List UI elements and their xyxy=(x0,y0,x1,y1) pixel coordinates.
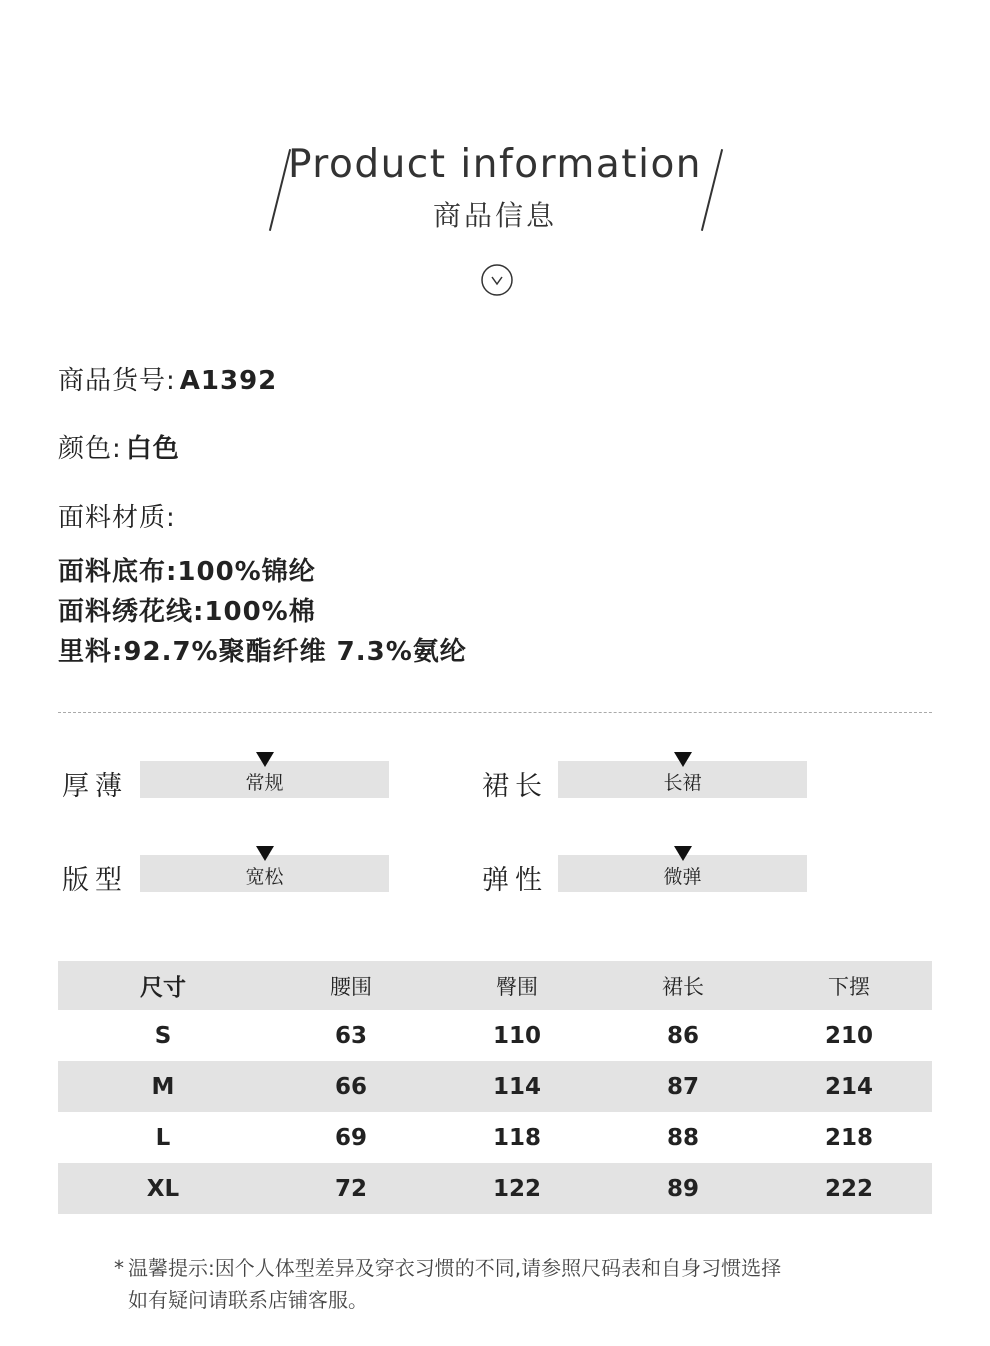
attr-fit-marker-icon xyxy=(256,846,274,861)
table-cell: 210 xyxy=(824,1022,873,1049)
dashed-divider xyxy=(58,712,932,713)
size-note xyxy=(114,1252,914,1316)
table-cell: 214 xyxy=(766,1061,932,1112)
table-cell: 110 xyxy=(492,1022,541,1049)
attr-elasticity-marker-icon xyxy=(674,846,692,861)
table-row xyxy=(58,1010,932,1061)
header-waist: 腰围 xyxy=(268,961,434,1010)
note-line-1: 温馨提示:因个人体型差异及穿衣习惯的不同,请参照尺码表和自身习惯选择 xyxy=(128,1256,782,1280)
header-size: 尺寸 xyxy=(58,961,268,1010)
material-base-fabric: 面料底布:100%锦纶 xyxy=(58,557,316,587)
table-cell: 114 xyxy=(434,1061,600,1112)
table-row xyxy=(58,1112,932,1163)
attr-thickness-marker-icon xyxy=(256,752,274,767)
attr-fit-label: 版型 xyxy=(62,865,128,896)
table-cell: 72 xyxy=(268,1163,434,1214)
table-cell: M xyxy=(58,1061,268,1112)
table-cell: 87 xyxy=(600,1061,766,1112)
note-line-2: 如有疑问请联系店铺客服。 xyxy=(128,1288,368,1312)
material-label: 面料材质: xyxy=(58,503,176,533)
size-table-header xyxy=(58,961,932,1010)
material-embroidery-thread: 面料绣花线:100%棉 xyxy=(58,597,316,627)
attr-skirt-length-marker-icon xyxy=(674,752,692,767)
color-label: 颜色: xyxy=(58,434,122,464)
attr-skirt-length-value: 长裙 xyxy=(663,772,702,794)
item-number-value: A1392 xyxy=(179,366,278,396)
title-english: Product information xyxy=(287,142,703,187)
header-hem: 下摆 xyxy=(766,961,932,1010)
table-cell: 86 xyxy=(666,1022,699,1049)
material-lining: 里料:92.7%聚酯纤维 7.3%氨纶 xyxy=(58,637,467,667)
attr-thickness-value: 常规 xyxy=(245,772,284,794)
attr-elasticity-label: 弹性 xyxy=(482,865,548,896)
item-number-label: 商品货号: xyxy=(58,366,176,396)
table-cell: 122 xyxy=(434,1163,600,1214)
attr-fit-value: 宽松 xyxy=(245,866,284,888)
attr-skirt-length-label: 裙长 xyxy=(482,771,548,802)
attr-elasticity-value: 微弹 xyxy=(663,866,702,888)
chevron-down-circle-icon xyxy=(481,264,513,296)
header-skirt-length: 裙长 xyxy=(600,961,766,1010)
title-chinese: 商品信息 xyxy=(432,199,557,232)
table-cell: S xyxy=(154,1022,172,1049)
note-star: * xyxy=(114,1256,124,1280)
attr-thickness-label: 厚薄 xyxy=(62,771,128,802)
table-cell: 66 xyxy=(268,1061,434,1112)
header-hip: 臀围 xyxy=(434,961,600,1010)
color-value: 白色 xyxy=(125,434,180,464)
size-table xyxy=(58,961,932,1214)
table-cell: 88 xyxy=(666,1124,699,1151)
table-cell: 63 xyxy=(334,1022,367,1049)
table-cell: 218 xyxy=(824,1124,873,1151)
table-cell: 69 xyxy=(334,1124,367,1151)
color-row xyxy=(58,428,180,465)
table-cell: L xyxy=(155,1124,171,1151)
table-cell: 118 xyxy=(492,1124,541,1151)
table-cell: 222 xyxy=(766,1163,932,1214)
item-number-row xyxy=(58,360,277,397)
table-cell: XL xyxy=(58,1163,268,1214)
table-cell: 89 xyxy=(600,1163,766,1214)
table-row xyxy=(58,1163,932,1214)
table-row xyxy=(58,1061,932,1112)
